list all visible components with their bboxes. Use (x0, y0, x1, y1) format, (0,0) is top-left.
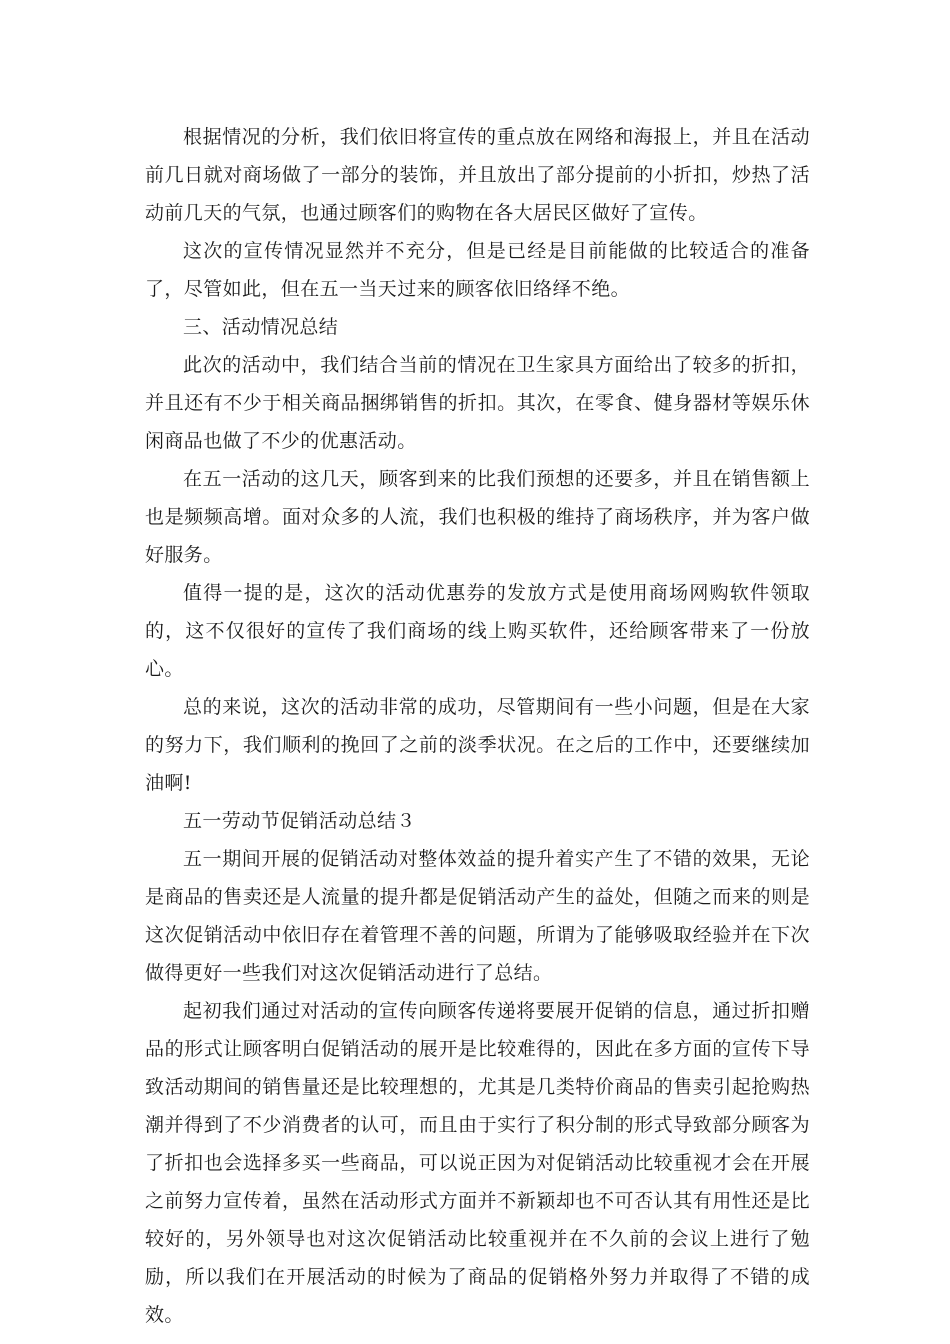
document-body (145, 118, 810, 1334)
paragraph-summary-3-details: 起初我们通过对活动的宣传向顾客传递将要展开促销的信息，通过折扣赠品的形式让顾客明白促销活动的展开是比较难得的，因此在多方面的宣传下导致活动期间的销售量还是比较理想的，尤其是几类特价商品的售卖引起抢购热潮并得到了不少消费者的认可，而且由于实行了积分制的形式导致部分顾客为了折扣也会选择多买一些商品，可以说正因为对促销活动比较重视才会在开展之前努力宣传着，虽然在活动形式方面并不新颖却也不可否认其有用性还是比较好的，另外领导也对这次促销活动比较重视并在不久前的会议上进行了勉励，所以我们在开展活动的时候为了商品的促销格外努力并取得了不错的成效。 (145, 1000, 810, 1326)
paragraph-discounts: 此次的活动中，我们结合当前的情况在卫生家具方面给出了较多的折扣，并且还有不少于相关商品捆绑销售的折扣。其次，在零食、健身器材等娱乐休闲商品也做了不少的优惠活动。 (145, 354, 810, 452)
paragraph-coupons: 值得一提的是，这次的活动优惠券的发放方式是使用商场网购软件领取的，这不仅很好的宣传了我们商场的线上购买软件，还给顾客带来了一份放心。 (145, 582, 810, 680)
paragraph-customer-flow: 在五一活动的这几天，顾客到来的比我们预想的还要多，并且在销售额上也是频频高增。面对众多的人流，我们也积极的维持了商场秩序，并为客户做好服务。 (145, 468, 810, 566)
paragraph-publicity-analysis: 根据情况的分析，我们依旧将宣传的重点放在网络和海报上，并且在活动前几日就对商场做了一部分的装饰，并且放出了部分提前的小折扣，炒热了活动前几天的气氛，也通过顾客们的购物在各大居民区做好了宣传。 (145, 126, 810, 224)
paragraph-summary-3-intro: 五一期间开展的促销活动对整体效益的提升着实产生了不错的效果，无论是商品的售卖还是人流量的提升都是促销活动产生的益处，但随之而来的则是这次促销活动中依旧存在着管理不善的问题，所谓为了能够吸取经验并在下次做得更好一些我们对这次促销活动进行了总结。 (145, 848, 810, 984)
section-heading-activity-summary: 三、活动情况总结 (183, 316, 339, 338)
paragraph-conclusion: 总的来说，这次的活动非常的成功，尽管期间有一些小问题，但是在大家的努力下，我们顺利的挽回了之前的淡季状况。在之后的工作中，还要继续加油啊! (145, 696, 810, 794)
section-heading-summary-3: 五一劳动节促销活动总结３ (183, 810, 416, 832)
paragraph-publicity-insufficient: 这次的宣传情况显然并不充分，但是已经是目前能做的比较适合的准备了，尽管如此，但在五一当天过来的顾客依旧络绎不绝。 (145, 240, 810, 300)
